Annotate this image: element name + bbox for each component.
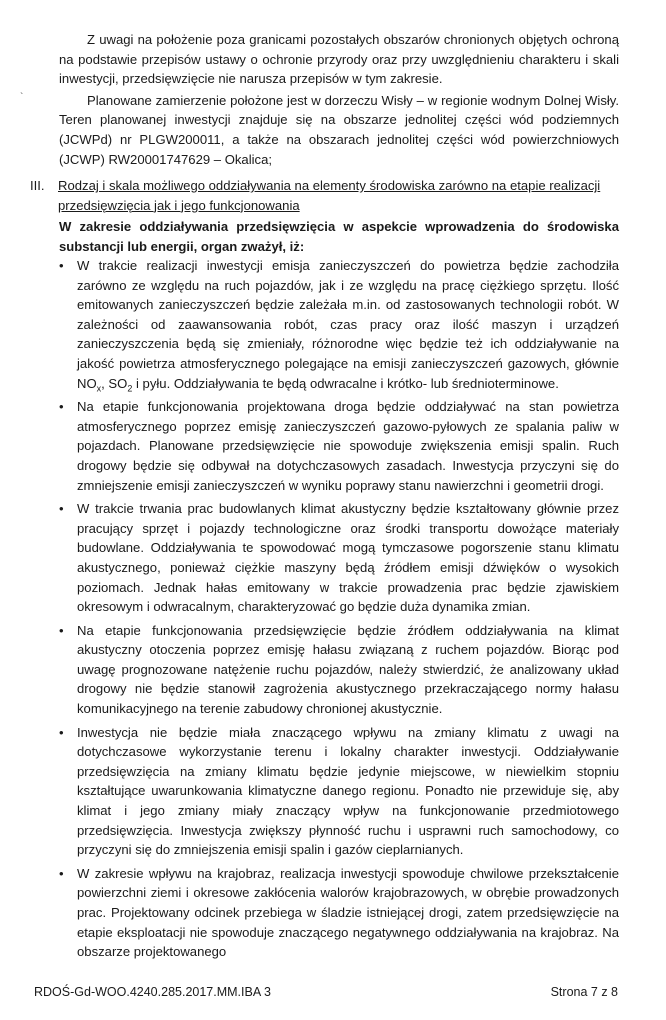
list-item: • Na etapie funkcjonowania projektowana droga będzie oddziaływać na stan powietrza atmosferycznego poprzez emisję zanieczyszczeń gazowo-pyłowych ze spalania paliw w pojazdach. Planowane przedsięwzięcie nie spowoduje zwiększenia emisji spalin. Ruch drogowy będzie się odbywał na dotychczasowych zasadach. Inwestycja przyczyni się do zmniejszenie emisji zanieczyszczeń w wyniku poprawy stanu nawierzchni i geometrii drogi. (59, 397, 619, 495)
bullet-list (59, 256, 619, 966)
scan-mark: ` (20, 92, 24, 103)
list-item: • Na etapie funkcjonowania przedsięwzięcie będzie źródłem oddziaływania na klimat akustyczny otoczenia poprzez emisję hałasu związaną z ruchem pojazdów. Biorąc pod uwagę prognozowane natężenie ruchu pojazdów, należy stwierdzić, że analizowany układ drogowy nie będzie stanowił zagrożenia akustycznego przekraczającego normy hałasu komunikacyjnego na terenie zabudowy chronionej akustycznie. (59, 621, 619, 719)
document-reference: RDOŚ-Gd-WOO.4240.285.2017.MM.IBA 3 (34, 985, 271, 999)
list-item (59, 256, 619, 393)
page-number: Strona 7 z 8 (550, 985, 618, 999)
bold-intro: W zakresie oddziaływania przedsięwzięcia w aspekcie wprowadzenia do środowiska substancji lub energii, organ zważył, iż: (59, 219, 619, 254)
section-title: Rodzaj i skala możliwego oddziaływania na elementy środowiska zarówno na etapie realizacji przedsięwzięcia jak i jego funkcjonowania (58, 178, 601, 213)
intro-paragraph-1: Z uwagi na położenie poza granicami pozostałych obszarów chronionych objętych ochroną na podstawie przepisów ustawy o ochronie przyrody oraz przy uwzględnieniu charakteru i skali inwestycji, przedsięwzięcie nie narusza przepisów w tym zakresie. (59, 32, 619, 87)
list-item: • W trakcie trwania prac budowlanych klimat akustyczny będzie kształtowany głównie przez pracujący sprzęt i pojazdy technologiczne oraz środki transportu dowożące materiały budowlane. Oddziaływania te spowodować mogą tymczasowe pogorszenie stanu klimatu akustycznego, ponieważ ciężkie maszyny będą źródłem emisji dźwięków o wysokich poziomach. Jednak hałas emitowany w trakcie prowadzenia prac będzie zjawiskiem okresowym i odwracalnym, charakteryzować go będzie duża dynamika zmian. (59, 499, 619, 617)
page-footer (34, 983, 618, 1003)
list-item: • Inwestycja nie będzie miała znaczącego wpływu na zmiany klimatu z uwagi na dotychczasowe wykorzystanie terenu i lokalny charakter inwestycji. Oddziaływanie przedsięwzięcia na zmiany klimatu będzie jedynie miejscowe, w niewielkim stopniu kształtujące uwarunkowania klimatyczne danego regionu. Ponadto nie przewiduje się, aby klimat i jego zmiany miały znaczący wpływ na funkcjonowanie przedmiotowego przedsięwzięcia. Inwestycja zwiększy płynność ruchu i usprawni ruch samochodowy, co przyczyni się do zmniejszenia emisji spalin i gazów cieplarnianych. (59, 723, 619, 860)
subscript-x: x (96, 383, 102, 394)
section-number: III. (30, 178, 45, 193)
bullet-text-mid: , SO (101, 375, 128, 391)
bullet-text-post: i pyłu. Oddziaływania te będą odwracalne i krótko- lub średnioterminowe. (132, 375, 559, 391)
subscript-2: 2 (127, 383, 133, 394)
intro-paragraph-2: Planowane zamierzenie położone jest w dorzeczu Wisły – w regionie wodnym Dolnej Wisły. Teren planowanej inwestycji znajduje się na obszarze jednolitej części wód podziemnych (JCWPd) nr PLGW200011, a także na obszarach jednolitej części wód powierzchniowych (JCWP) RW20001747629 – Okalica; (59, 92, 619, 167)
bullet-text-pre: W trakcie realizacji inwestycji emisja zanieczyszczeń do powietrza będzie zachodziła zarówno ze względu na ruch pojazdów, jak i ze względu na pracę ciężkiego sprzętu. Ilość emitowanych zanieczyszczeń będzie zależała m.in. od zastosowanych technologii robót. W zależności od zaawansowania robót, czas pracy oraz ilość maszyn i urządzeń zanieczyszczenia będą się zmieniały, różnorodne więc będzie też ich oddziaływanie na jakość powietrza atmosferycznego polegające na emisji zanieczyszczeń gazowych, głównie NO (77, 258, 619, 391)
list-item: • W zakresie wpływu na krajobraz, realizacja inwestycji spowoduje chwilowe przekształcenie powierzchni ziemi i okresowe zakłócenia walorów krajobrazowych, w obrębie prowadzonych prac. Projektowany odcinek przebiega w śladzie istniejącej drogi, zatem przedsięwzięcie na etapie eksploatacji nie spowoduje znaczącego negatywnego oddziaływania na krajobraz. Na obszarze projektowanego (59, 864, 619, 962)
section-heading (30, 176, 620, 215)
intro-block (59, 30, 619, 169)
